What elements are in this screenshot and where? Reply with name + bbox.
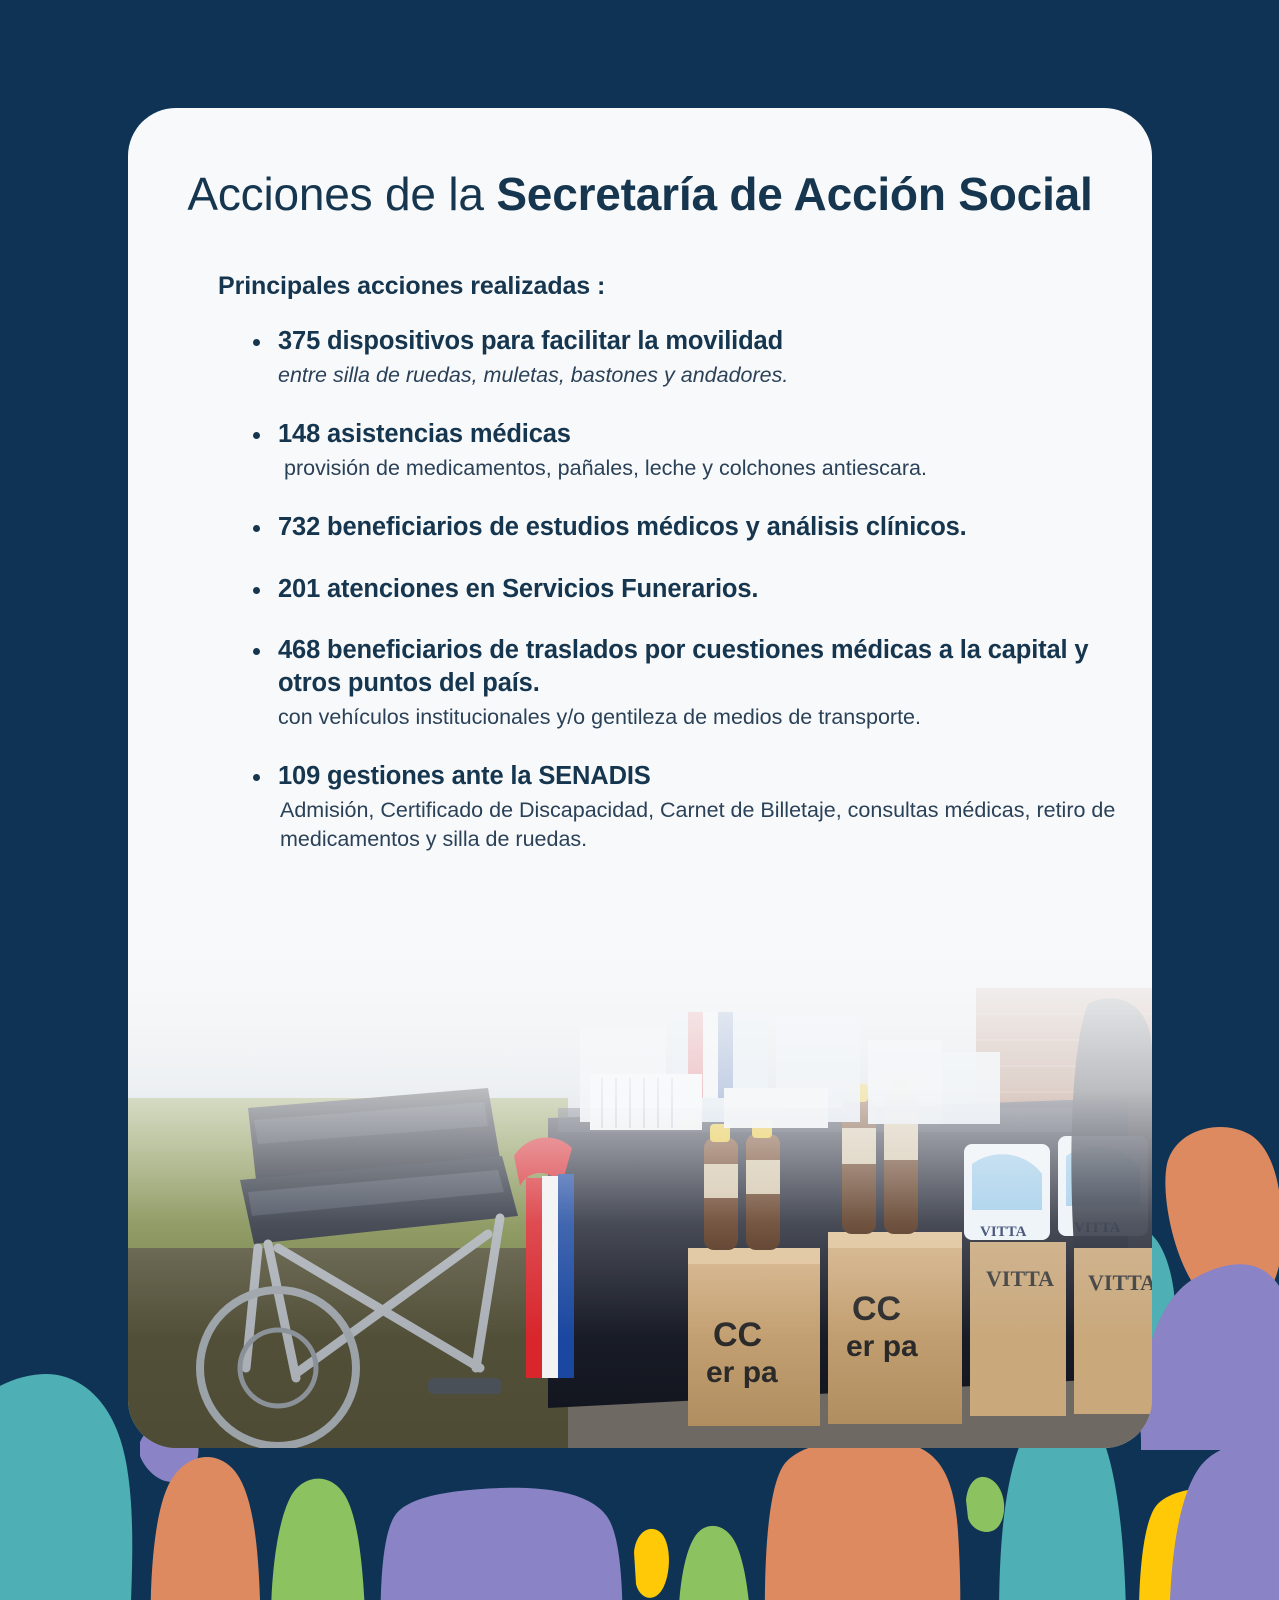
list-item [246, 325, 1126, 390]
blob-yellow-small [634, 1529, 669, 1598]
page-title-regular: Acciones de la [187, 168, 497, 220]
intro-label: Principales acciones realizadas : [218, 272, 606, 301]
bullet-dot-icon [253, 432, 260, 439]
blob-purple-right [1169, 1434, 1279, 1600]
bullet-head [246, 511, 1126, 544]
blob-green-blip [966, 1477, 1004, 1532]
info-card [128, 108, 1152, 1448]
blob-green-left [271, 1479, 366, 1600]
bullet-head-text: 468 beneficiarios de traslados por cuestiones médicas a la capital y otros puntos del país. [278, 635, 1089, 697]
blob-green-center [678, 1526, 752, 1600]
blob-teal-left [0, 1374, 132, 1600]
bullet-sub: con vehículos institucionales y/o gentileza de medios de transporte. [278, 704, 921, 729]
page-title-bold: Secretaría de Acción Social [496, 168, 1093, 220]
bullet-head [246, 325, 1126, 358]
actions-list [246, 325, 1126, 854]
blob-yellow-right [1139, 1487, 1279, 1600]
bullet-head-text: 148 asistencias médicas [278, 420, 571, 449]
bullet-head [246, 418, 1126, 451]
list-item [246, 511, 1126, 544]
photo-donations [128, 948, 1152, 1448]
bullet-head-text: 109 gestiones ante la SENADIS [278, 762, 651, 790]
bullet-dot-icon [253, 525, 260, 532]
blob-orange-upper-right [1165, 1127, 1279, 1310]
bullet-head-text: 201 atenciones en Servicios Funerarios. [278, 574, 759, 603]
bullet-head [246, 634, 1126, 700]
bullet-sub: provisión de medicamentos, pañales, leche y colchones antiescara. [284, 456, 927, 481]
list-item [246, 760, 1126, 854]
bullet-dot-icon [253, 587, 260, 594]
bullet-sub: entre silla de ruedas, muletas, bastones y andadores. [278, 363, 789, 388]
list-item [246, 634, 1126, 732]
bullet-head [246, 760, 1126, 793]
list-item [246, 573, 1126, 606]
bullet-sub: Admisión, Certificado de Discapacidad, Carnet de Billetaje, consultas médicas, retiro de medicamentos y silla de ruedas. [280, 798, 1116, 852]
list-item [246, 418, 1126, 483]
page-title [180, 166, 1100, 222]
bullet-head-text: 732 beneficiarios de estudios médicos y análisis clínicos. [278, 513, 967, 542]
card-content [128, 166, 1152, 854]
photo-illustration [128, 948, 1152, 1448]
blob-purple-center [381, 1488, 623, 1600]
blob-orange-center [765, 1439, 960, 1600]
blob-purple-upper-right [1141, 1264, 1279, 1450]
bullet-dot-icon [253, 339, 260, 346]
bullet-head [246, 573, 1126, 606]
blob-green-right [1237, 1381, 1279, 1566]
blob-orange-left [151, 1457, 261, 1600]
bullet-dot-icon [253, 648, 260, 655]
bullet-head-text: 375 dispositivos para facilitar la movilidad [278, 327, 784, 356]
bullet-dot-icon [253, 774, 260, 781]
